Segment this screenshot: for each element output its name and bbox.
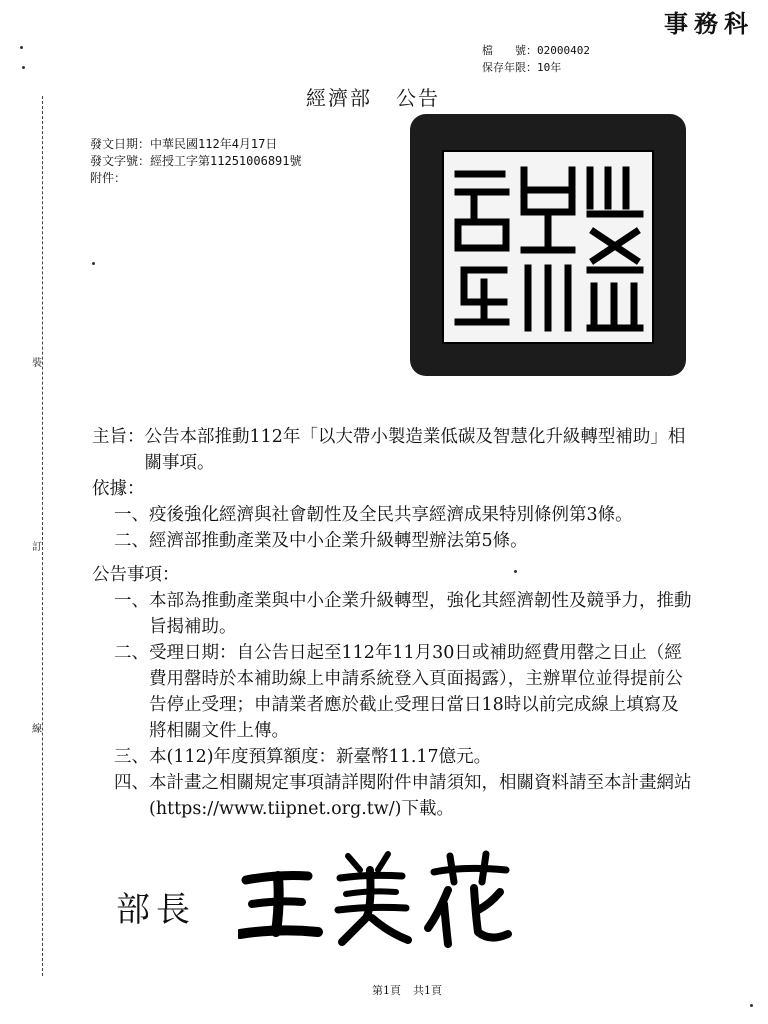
department-stamp: 事務科: [664, 9, 754, 38]
announcement-item-text: 本計畫之相關規定事項請詳閱附件申請須知，相關資料請至本計畫網站(https://www.tiipnet.org.tw/)下載。: [149, 773, 692, 819]
basis-item-number: 二、: [114, 531, 149, 551]
basis-item-number: 一、: [114, 505, 149, 525]
official-seal: [410, 114, 686, 376]
document-number: 經授工字第11251006891號: [150, 154, 302, 168]
binding-mark: 訂: [32, 536, 42, 555]
seal-glyphs-graphic: [444, 152, 652, 342]
basis-item: [92, 502, 692, 528]
announcement-item: [92, 744, 692, 770]
scan-speck: [92, 262, 95, 265]
archive-no-label: 檔 號：: [482, 44, 537, 57]
announcement-item: [92, 640, 692, 744]
announcement-item-number: 四、: [114, 773, 149, 793]
announcement-item-text: 受理日期：自公告日起至112年11月30日或補助經費用罄之日止（經費用罄時於本補助線上申請系統登入頁面揭露），主辦單位並得提前公告停止受理；申請業者應於截止受理日當日18時以前完成線上填寫及將相關文件上傳。: [149, 643, 683, 741]
scan-speck: [20, 46, 23, 49]
announcement-section: [92, 562, 692, 822]
subject-text: 公告本部推動112年「以大帶小製造業低碳及智慧化升級轉型補助」相關事項。: [144, 427, 686, 473]
attachment-label: 附件：: [90, 171, 127, 185]
subject-label: 主旨：: [92, 427, 145, 447]
document-number-label: 發文字號：: [90, 154, 151, 168]
subject-section: [92, 424, 692, 476]
announcement-item: [92, 770, 692, 822]
issue-date: 中華民國112年4月17日: [150, 137, 278, 151]
document-title: [306, 82, 440, 111]
document-body: [92, 424, 692, 822]
issue-date-label: 發文日期：: [90, 137, 151, 151]
page-number: 第1頁: [372, 984, 401, 997]
agency-name: 經濟部: [306, 86, 372, 110]
announcement-item-text: 本(112)年度預算額度：新臺幣11.17億元。: [149, 747, 492, 767]
document-meta: [90, 136, 302, 187]
basis-section: [92, 476, 692, 554]
page-footer: [372, 982, 442, 998]
scan-speck: [514, 570, 517, 573]
seal-face: [442, 150, 654, 344]
basis-item: [92, 528, 692, 554]
announcement-item-number: 一、: [114, 591, 149, 611]
archive-no: 02000402: [537, 44, 590, 57]
minister-title: 部長: [116, 890, 196, 930]
binding-mark: 裝: [32, 352, 42, 371]
retention-label: 保存年限：: [482, 61, 537, 74]
signature-graphic: [238, 848, 518, 948]
retention-period: 10年: [537, 61, 562, 74]
page-total: 共1頁: [413, 984, 442, 997]
scan-speck: [22, 66, 25, 69]
basis-label: 依據：: [92, 479, 145, 499]
announcement-item-text: 本部為推動產業與中小企業升級轉型，強化其經濟韌性及競爭力，推動旨揭補助。: [149, 591, 692, 637]
announcement-item-number: 二、: [114, 643, 149, 663]
basis-item-text: 經濟部推動產業及中小企業升級轉型辦法第5條。: [149, 531, 528, 551]
announcement-item-number: 三、: [114, 747, 149, 767]
document-type: 公告: [396, 86, 440, 110]
announcement-item: [92, 588, 692, 640]
binding-line: [42, 96, 43, 976]
scan-speck: [750, 1004, 753, 1007]
binding-mark: 線: [32, 718, 42, 737]
archive-info: [482, 42, 590, 76]
announcement-label: 公告事項：: [92, 565, 180, 585]
basis-item-text: 疫後強化經濟與社會韌性及全民共享經濟成果特別條例第3條。: [149, 505, 633, 525]
